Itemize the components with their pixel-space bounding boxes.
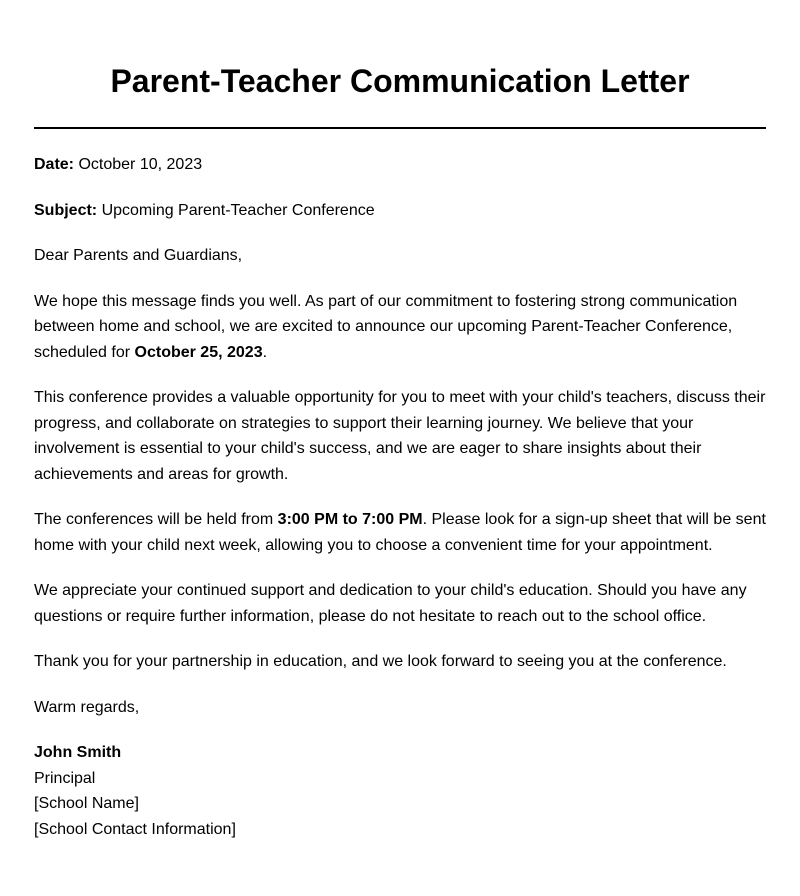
paragraph-thanks: Thank you for your partnership in education, and we look forward to seeing you at the conference. [34,653,727,670]
date-value: October 10, 2023 [78,156,203,173]
letter-title: Parent-Teacher Communication Letter [110,63,690,99]
date-line [34,152,766,178]
paragraph-schedule [34,507,766,558]
subject-line [34,198,766,224]
school-contact: [School Contact Information] [34,820,236,838]
paragraph-announcement-end: . [262,343,268,361]
paragraph-support: We appreciate your continued support and dedication to your child's education. Should you have any questions or require further information, please do not hesitate to reach out to the school office. [34,582,747,625]
paragraph-announcement [34,289,766,366]
paragraph-announcement-text: We hope this message finds you well. As part of our commitment to fostering strong communication between home and school, we are excited to announce our upcoming Parent-Teacher Conference, scheduled for [34,292,738,361]
greeting: Dear Parents and Guardians, [34,247,243,264]
conference-date: October 25, 2023 [134,343,263,361]
subject-label: Subject: [34,201,98,219]
paragraph-schedule-end: . Please look for a sign-up sheet that will be sent home with your child next week, allowing you to choose a convenient time for your appointment. [34,511,766,554]
title-divider [34,127,766,129]
letter-body [34,152,766,842]
school-name: [School Name] [34,795,139,812]
subject-value: Upcoming Parent-Teacher Conference [101,201,375,219]
signer-name: John Smith [34,744,122,761]
paragraph-purpose: This conference provides a valuable opportunity for you to meet with your child's teachers, discuss their progress, and collaborate on strategies to support their learning journey. We believe that your involvement is essential to your child's success, and we are eager to share insights about their achievements and areas for growth. [34,389,766,483]
paragraph-schedule-text: The conferences will be held from [34,511,278,528]
date-label: Date: [34,156,75,173]
signature-block [34,740,766,842]
conference-time: 3:00 PM to 7:00 PM [277,511,423,528]
signer-role: Principal [34,769,96,787]
closing: Warm regards, [34,698,140,716]
